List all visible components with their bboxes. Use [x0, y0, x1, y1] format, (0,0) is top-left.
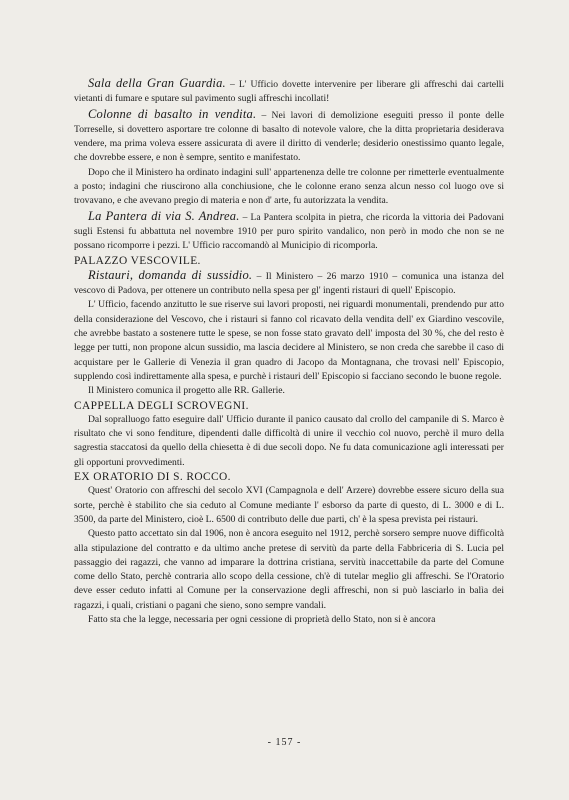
page-body	[74, 76, 504, 627]
paragraph-colonne-2: Dopo che il Ministero ha ordinato indagini sull' appartenenza delle tre colonne per rimetterle eventualmente a posto; indagini che riuscirono alla conchiusione, che le colonne erano senza alcun nesso col luogo ove si trovavano, e che avevano pregio di materia e non d' arte, fu autorizzata la vendita.	[74, 166, 504, 207]
paragraph-rocco-3: Fatto sta che la legge, necessaria per ogni cessione di proprietà dello Stato, non si è ancora	[88, 613, 436, 625]
page-number: - 157 -	[267, 737, 302, 748]
paragraph-ristauri-2: L' Ufficio, facendo anzitutto le sue riserve sui lavori proposti, nei riguardi monumentali, prendendo pur atto della considerazione del Vescovo, che i ristauri si fanno col ricavato della vendita dell' ex Giardino vescovile, che avrebbe bastato a sostenere tutte le spese, se non fosse stato gravato dell' imposta del 30 %, che del resto è legge per tutti, non propone alcun sussidio, ma lascia decidere al Ministero, se non creda che sarebbe il caso di acquistare per le Gallerie di Venezia il gran quadro di Jacopo da Montagnana, che trovasi nell' Episcopio, supplendo così indirettamente alla spesa, e purchè i ristauri dell' Episcopio si facciano secondo le buone regole.	[74, 299, 504, 382]
section-title-palazzo-vescovile: PALAZZO VESCOVILE.	[74, 254, 201, 267]
heading-colonne: Colonne di basalto in vendita.	[88, 106, 257, 121]
text-ristauri: – Il Ministero – 26 marzo 1910 – comunica una istanza del vescovo di Padova, per ottenere un contributo nella spesa per gl' ingenti ristauri di quell' Episcopio.	[74, 270, 505, 297]
text-sala: – L' Ufficio dovette intervenire per liberare gli affreschi dai cartelli vietanti di fumare e sputare sul pavimento sugli affreschi incollati!	[74, 79, 504, 105]
paragraph-ristauri-3: Il Ministero comunica il progetto alle RR. Gallerie.	[88, 385, 285, 397]
paragraph-sala	[74, 76, 504, 107]
paragraph-rocco-2: Questo patto accettato sin dal 1906, non è ancora eseguito nel 1912, perchè sorsero sempre nuove difficoltà alla stipulazione del contratto e da ultimo anche pretese di servitù da parte della Fabbriceria di S. Lucia pel passaggio dei ragazzi, che vanno ad imparare la dottrina cristiana, servitù inaccettabile da parte del Comune come dello Stato, perchè contraria allo scopo della cessione, ch'è di tutelar meglio gli affreschi. Se l'Oratorio deve esser ceduto infatti al Comune per la conservazione degli affreschi, non si può lasciarlo in balìa dei ragazzi, i quali, cristiani o pagani che sieno, sono sempre vandali.	[74, 528, 504, 611]
paragraph-scrovegni: Dal sopralluogo fatto eseguire dall' Ufficio durante il panico causato dal crollo del campanile di S. Marco è risultato che vi sono fenditure, dipendenti dalle difficoltà di unire il vecchio col nuovo, perchè il muro della sagrestia staccatosi da quello della chiesetta è di due secoli dopo. Ne fu data comunicazione agli interessati per gli opportuni provvedimenti.	[74, 413, 504, 468]
heading-sala: Sala della Gran Guardia.	[88, 76, 226, 90]
text-pantera: – La Pantera scolpita in pietra, che ricorda la vittoria dei Padovani sugli Estensi fu abbattuta nel novembre 1910 per puro spirito vandalico, non però in modo che non se ne possano ricomporre i pezzi. L' Ufficio raccomandò al Municipio di ricomporla.	[74, 211, 504, 252]
paragraph-pantera	[74, 209, 504, 254]
text-colonne: – Nei lavori di demolizione eseguiti presso il ponte delle Torreselle, si dovettero asportare tre colonne di basalto di notevole valore, che la ditta proprietaria desiderava vendere, ma prima voleva essere assicurata di avere il diritto di venderle; desiderio onestissimo quanto legale, che dovrebbe essere, e non è sempre, sentito e manifestato.	[74, 109, 504, 164]
paragraph-colonne	[74, 107, 504, 166]
section-title-cappella-scrovegni: CAPPELLA DEGLI SCROVEGNI.	[74, 399, 249, 412]
section-title-oratorio-rocco: EX ORATORIO DI S. ROCCO.	[74, 471, 231, 484]
heading-pantera: La Pantera di via S. Andrea.	[88, 208, 240, 223]
heading-ristauri: Ristauri, domanda di sussidio.	[88, 267, 253, 282]
paragraph-rocco-1: Quest' Oratorio con affreschi del secolo XVI (Campagnola e dell' Arzere) dovrebbe essere sicuro della sua sorte, perchè è stabilito che sia ceduto al Comune mediante l' esborso da parte di questo, di L. 3000 e di L. 3500, da parte del Ministero, cioè L. 6500 di contributo delle due parti, ch' è la spesa prevista pei ristauri.	[74, 485, 504, 525]
paragraph-ristauri	[74, 268, 504, 299]
